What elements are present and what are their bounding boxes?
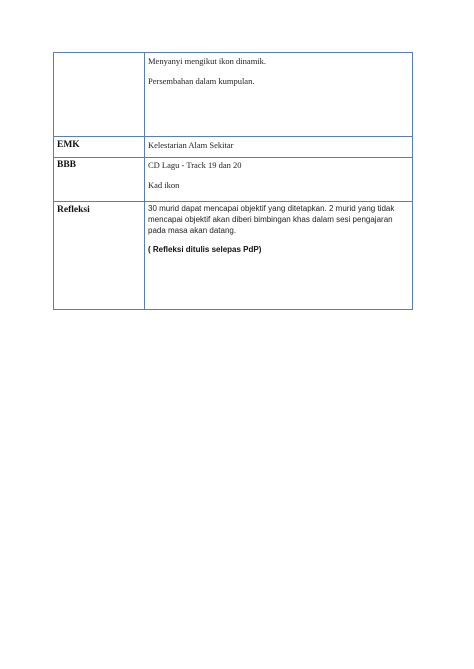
emk-value: Kelestarian Alam Sekitar <box>145 137 413 158</box>
lesson-plan-table <box>53 52 413 310</box>
emk-label: EMK <box>54 137 145 158</box>
table-row <box>54 137 413 158</box>
activity-cell <box>145 53 413 137</box>
refleksi-note: ( Refleksi ditulis selepas PdP) <box>148 245 262 254</box>
table-row <box>54 202 413 310</box>
bbb-cell <box>145 158 413 202</box>
table-row <box>54 53 413 137</box>
activity-line-1: Menyanyi mengikut ikon dinamik. <box>148 56 267 66</box>
refleksi-text: 30 murid dapat mencapai objektif yang ditetapkan. 2 murid yang tidak mencapai objektif akan diberi bimbingan khas dalam sesi pengajaran pada masa akan datang. <box>148 204 395 235</box>
table-row <box>54 158 413 202</box>
activity-line-2: Persembahan dalam kumpulan. <box>148 76 255 86</box>
bbb-line-2: Kad ikon <box>148 180 180 190</box>
bbb-line-1: CD Lagu - Track 19 dan 20 <box>148 160 242 170</box>
bbb-label: BBB <box>54 158 145 202</box>
refleksi-cell <box>145 202 413 310</box>
refleksi-label: Refleksi <box>54 202 145 310</box>
row-label-empty <box>54 53 145 137</box>
